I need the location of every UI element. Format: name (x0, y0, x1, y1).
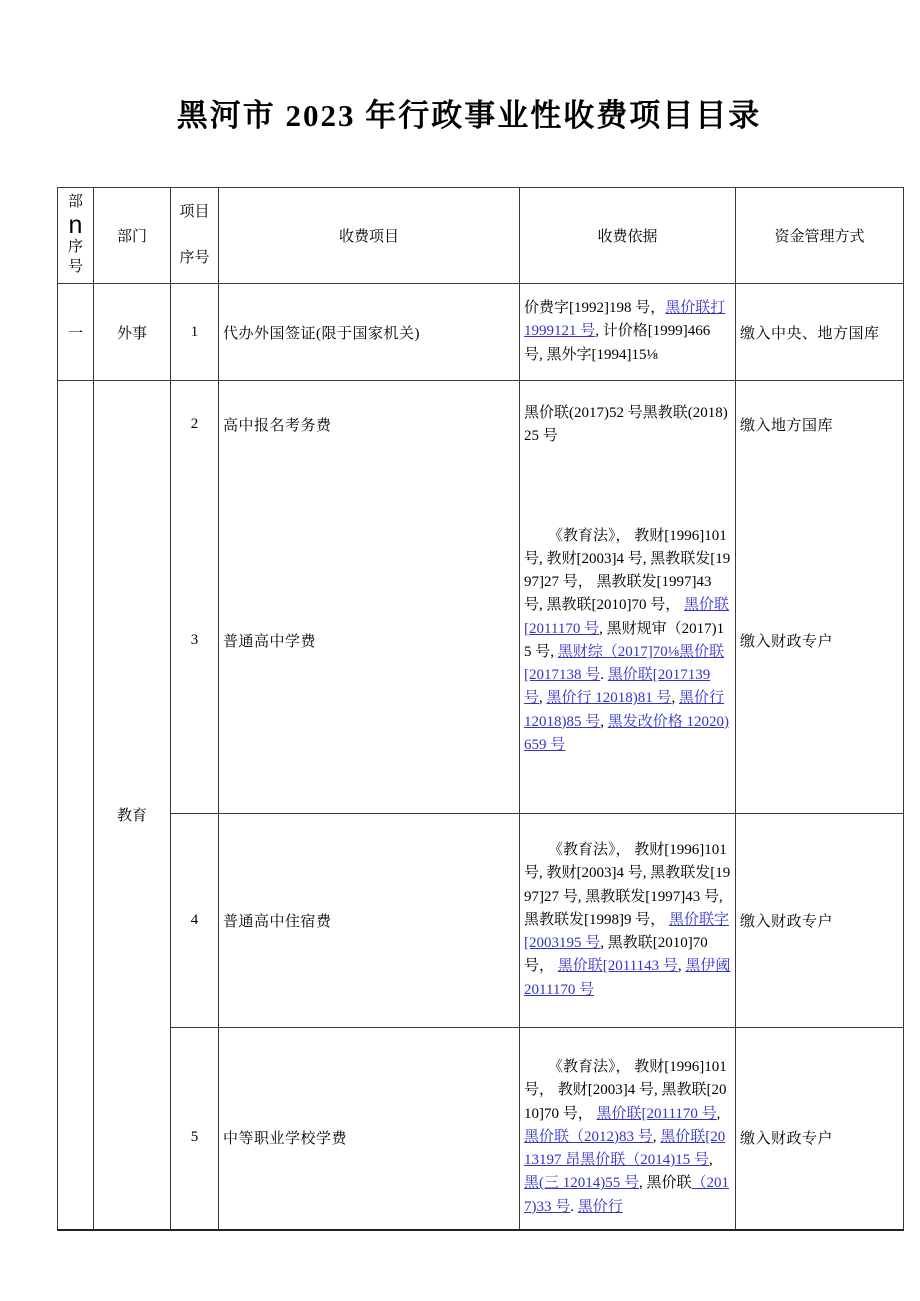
basis-document-link[interactable]: 黑价联[2013197 昂 (524, 1128, 726, 1169)
item-number-header-line: 序号 (179, 249, 210, 266)
basis-text: , 黑价联 (639, 1175, 692, 1192)
fee-basis-paragraph (524, 1056, 731, 1219)
basis-document-link[interactable]: 黑价联[2011170 号 (524, 597, 730, 637)
dept-number-header-line: 部 (67, 194, 83, 211)
basis-document-link[interactable]: （2017)33 号 (524, 1175, 730, 1215)
basis-document-link[interactable]: 黑价联（2012)83 号 (524, 1128, 653, 1145)
fee-item-cell: 代办外国签证(限于国家机关) (219, 284, 520, 381)
item-number-cell: 5 (171, 1028, 219, 1232)
item-number-cell: 3 (171, 469, 219, 814)
basis-text: , (539, 690, 547, 707)
fee-basis-cell (520, 469, 736, 814)
col-header-fund-management: 资金管理方式 (736, 188, 904, 284)
basis-document-link[interactable]: 黑价行 (577, 1198, 623, 1215)
basis-text: , 黑财规审（2017)15 号, (524, 620, 725, 660)
fee-basis-paragraph (524, 297, 731, 367)
fee-basis-paragraph (524, 839, 731, 1002)
basis-text: 黑价联(2017)52 号黑教联(2018)25 号 (524, 404, 728, 444)
fund-management-cell: 缴入财政专户 (736, 469, 904, 814)
fund-management-cell: 缴入中央、地方国库 (736, 284, 904, 381)
fund-management-cell: 缴入财政专户 (736, 1028, 904, 1232)
basis-text: , (677, 958, 686, 975)
col-header-dept: 部门 (94, 188, 171, 284)
fee-basis-cell (520, 1028, 736, 1232)
dept-number-cell: 一 (58, 284, 94, 381)
table-row (58, 1028, 904, 1232)
fee-basis-cell (520, 381, 736, 469)
fee-basis-paragraph (524, 525, 731, 758)
basis-document-link[interactable]: 黑(三 12014)55 号 (524, 1175, 639, 1192)
basis-document-link[interactable]: 黑价联[2011143 号 (557, 958, 678, 975)
basis-text: , (709, 1152, 713, 1169)
table-row (58, 381, 904, 469)
col-header-fee-item: 收费项目 (219, 188, 520, 284)
dept-number-header-stack (62, 193, 89, 277)
col-header-item-number (171, 188, 219, 284)
basis-document-link[interactable]: 黑财综（2017]70⅛黑价联[2017138 号 (524, 643, 725, 683)
fund-management-cell: 缴入财政专户 (736, 814, 904, 1028)
table-clip-region (57, 187, 904, 1231)
item-number-cell: 1 (171, 284, 219, 381)
fund-management-cell: 缴入地方国库 (736, 381, 904, 469)
basis-document-link[interactable]: 黑价联[2017139 号 (524, 667, 711, 707)
fee-item-cell: 中等职业学校学费 (219, 1028, 520, 1232)
basis-text: 价费字[1992]198 号， (524, 300, 666, 317)
fee-table (57, 187, 904, 1231)
item-number-cell: 4 (171, 814, 219, 1028)
dept-cell: 教育 (94, 381, 171, 1232)
page-title: 黑河市 2023 年行政事业性收费项目目录 (176, 98, 762, 133)
table-row (58, 814, 904, 1028)
basis-text: , (600, 713, 608, 730)
basis-text: . (600, 667, 608, 683)
basis-text: . (570, 1198, 578, 1215)
col-header-fee-basis: 收费依据 (520, 188, 736, 284)
fee-item-cell: 高中报名考务费 (219, 381, 520, 469)
basis-document-link[interactable]: 黑价联[2011170 号 (596, 1105, 717, 1122)
col-header-dept-number (58, 188, 94, 284)
basis-document-link[interactable]: 黑价行 12018)85 号 (524, 690, 725, 730)
fee-item-cell: 普通高中住宿费 (219, 814, 520, 1028)
dept-number-header-line: 号 (67, 258, 83, 275)
table-row (58, 284, 904, 381)
fee-basis-paragraph (524, 402, 731, 449)
basis-document-link[interactable]: 黑价联（2014)15 号 (580, 1152, 710, 1169)
basis-document-link[interactable]: 黑发改价格 12020)659 号 (524, 713, 729, 753)
dept-cell: 外事 (94, 284, 171, 381)
table-row (58, 469, 904, 814)
basis-text: 《教育法》， 教财[1996]101 号, 教财[2003]4 号, 黑教联发[1997]27 号， 黑教联发[1997]43 号, 黑教联[2010]70 号， (524, 527, 731, 614)
basis-document-link[interactable]: 黑价联字[2003195 号 (524, 911, 730, 952)
basis-text: , (671, 690, 680, 707)
basis-text: , (716, 1105, 721, 1122)
fee-basis-cell (520, 814, 736, 1028)
fee-item-cell: 普通高中学费 (219, 469, 520, 814)
fee-basis-cell (520, 284, 736, 381)
basis-document-link[interactable]: 黑伊阈 2011170 号 (524, 958, 731, 998)
basis-text: , (652, 1128, 661, 1145)
item-number-cell: 2 (171, 381, 219, 469)
header-row (58, 188, 904, 284)
item-number-header-line: 项目 (179, 203, 210, 220)
basis-text: 《教育法》， 教财[1996]101 号, 教财[2003]4 号, 黑教联发[1997]27 号, 黑教联发[1997]43 号, 黑教联发[1998]9 号， (524, 842, 731, 928)
basis-text: 《教育法》， 教财[1996]101 号， 教财[2003]4 号, 黑教联[2010]70 号， (524, 1059, 727, 1122)
item-number-header-stack (175, 203, 214, 269)
basis-document-link[interactable]: 黑价联打 1999121 号 (524, 300, 726, 340)
dept-number-header-line: 序 (67, 239, 83, 256)
basis-text: , 计价格[1999]466 号, 黑外字[1994]15⅛ (524, 323, 711, 363)
basis-document-link[interactable]: 黑价行 12018)81 号 (546, 690, 672, 707)
basis-text: , 黑教联[2010]70 号， (524, 935, 708, 975)
dept-number-cell (58, 381, 94, 1232)
dept-number-header-line: n (68, 211, 83, 240)
